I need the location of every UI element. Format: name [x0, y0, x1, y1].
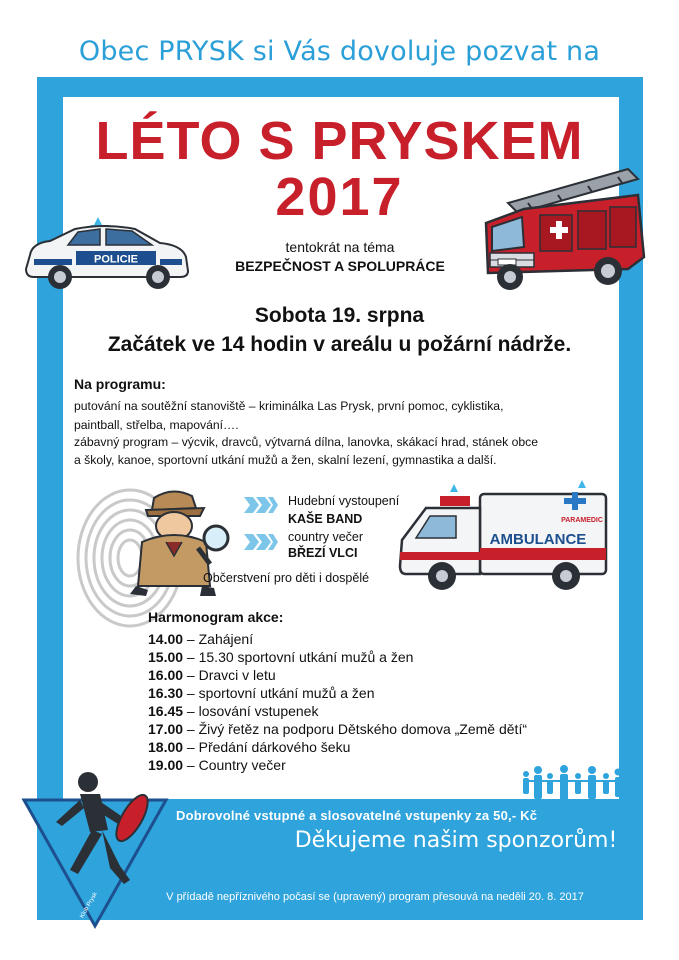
- schedule-text: – Country večer: [183, 757, 286, 773]
- event-date: Sobota 19. srpna: [254, 304, 425, 327]
- music-band-2: BŘEZÍ VLCI: [288, 546, 358, 560]
- paramedic-label: PARAMEDIC: [561, 517, 603, 524]
- weather-note: V přídadě nepříznivého počasí se (upravený) program přesouvá na neděli 20. 8. 2017: [166, 891, 584, 903]
- chevron-arrow-icon: [244, 534, 278, 550]
- schedule-time: 17.00: [148, 721, 184, 737]
- schedule-text: – Předání dárkového šeku: [183, 739, 351, 755]
- schedule-row: [148, 720, 527, 738]
- schedule-text: – sportovní utkání mužů a žen: [183, 685, 375, 701]
- program-line: zábavný program – výcvik, dravců, výtvarná dílna, lanovka, skákací hrad, stánek obce: [74, 435, 539, 449]
- program-line: a školy, kanoe, sportovní utkání mužů a žen, skalní lezení, gymnastika a další.: [74, 453, 497, 467]
- schedule-text: – Zahájení: [183, 631, 254, 647]
- schedule-heading: Harmonogram akce:: [148, 609, 284, 625]
- schedule-row: [148, 702, 527, 720]
- schedule-text: – Dravci v letu: [183, 667, 276, 683]
- schedule-row: [148, 738, 527, 756]
- chevron-arrow-icon: [244, 497, 278, 513]
- schedule-list: [148, 630, 527, 774]
- schedule-row: [148, 630, 527, 648]
- music-band-1: KAŠE BAND: [288, 512, 363, 526]
- program-line: paintball, střelba, mapování….: [74, 418, 239, 432]
- runner-logo-icon: [20, 760, 170, 930]
- music-label-1: Hudební vystoupení: [288, 494, 400, 508]
- schedule-time: 18.00: [148, 739, 184, 755]
- schedule-time: 16.30: [148, 685, 184, 701]
- theme-title: BEZPEČNOST A SPOLUPRÁCE: [235, 258, 445, 274]
- thanks-line: Děkujeme našim sponzorům!: [294, 828, 618, 853]
- event-start: Začátek ve 14 hodin v areálu u požární nádrže.: [107, 333, 572, 356]
- ambulance-label: AMBULANCE: [489, 531, 587, 548]
- program-line: putování na soutěžní stanoviště – kriminálka Las Prysk, první pomoc, cyklistika,: [74, 399, 504, 413]
- event-year: 2017: [275, 167, 404, 227]
- family-silhouette-icon: [518, 766, 628, 802]
- schedule-time: 15.00: [148, 649, 184, 665]
- schedule-time: 16.00: [148, 667, 184, 683]
- schedule-row: [148, 684, 527, 702]
- refreshments: Občerstvení pro děti i dospělé: [203, 571, 370, 585]
- music-label-2: country večer: [288, 530, 364, 544]
- police-car-icon: [20, 215, 195, 290]
- invite-line: Obec PRYSK si Vás dovoluje pozvat na: [78, 36, 601, 67]
- fire-truck-icon: [478, 165, 653, 295]
- event-title: LÉTO S PRYSKEM: [95, 111, 584, 171]
- theme-intro: tentokrát na téma: [285, 239, 395, 255]
- schedule-text: – Živý řetěz na podporu Dětského domova „Země dětí“: [183, 721, 527, 737]
- program-heading: Na programu:: [74, 376, 166, 392]
- police-label: POLICIE: [93, 253, 139, 266]
- schedule-text: – losování vstupenek: [183, 703, 319, 719]
- schedule-time: 19.00: [148, 757, 184, 773]
- schedule-row: [148, 756, 527, 774]
- logo-text: Klub Prysk: [79, 891, 99, 920]
- schedule-text: – 15.30 sportovní utkání mužů a žen: [183, 649, 414, 665]
- schedule-time: 16.45: [148, 703, 184, 719]
- entry-fee: Dobrovolné vstupné a slosovatelné vstupenky za 50,- Kč: [176, 808, 538, 823]
- ambulance-icon: [396, 478, 614, 600]
- schedule-row: [148, 666, 527, 684]
- schedule-row: [148, 648, 527, 666]
- schedule-time: 14.00: [148, 631, 184, 647]
